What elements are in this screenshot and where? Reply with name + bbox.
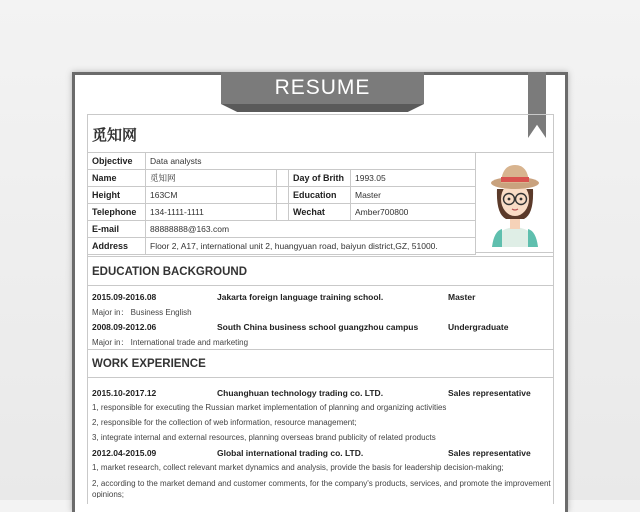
education-major: Major in： International trade and marketing: [92, 338, 249, 347]
info-row-height: [88, 187, 476, 204]
personal-info-table: [87, 152, 476, 255]
work-company: Global international trading co. LTD.: [217, 448, 364, 458]
education-period: 2008.09-2012.06: [92, 322, 157, 332]
info-row-email: [88, 221, 476, 238]
work-period: 2015.10-2017.12: [92, 388, 157, 398]
spacer-cell: [277, 187, 289, 204]
person-name-heading: 觅知网: [92, 127, 138, 144]
email-value: 88888888@163.com: [146, 221, 476, 238]
address-value: Floor 2, A17, international unit 2, huangyuan road, baiyun district,GZ, 51000.: [146, 238, 476, 255]
education-period: 2015.09-2016.08: [92, 292, 157, 302]
email-label: E-mail: [88, 221, 146, 238]
education-value: Master: [351, 187, 476, 204]
divider: [87, 285, 554, 286]
height-label: Height: [88, 187, 146, 204]
education-degree: Undergraduate: [448, 322, 509, 332]
info-row-address: [88, 238, 476, 255]
resume-banner: RESUME: [221, 72, 424, 104]
address-label: Address: [88, 238, 146, 255]
info-row-name: [88, 170, 476, 187]
work-duty: 1, market research, collect relevant market dynamics and analysis, provide the basis for leadership decision-making;: [92, 463, 504, 472]
avatar-illustration: [488, 159, 542, 247]
education-school: Jakarta foreign language training school.: [217, 292, 384, 302]
divider: [87, 349, 554, 350]
work-duty: 2, responsible for the collection of web information, resource management;: [92, 418, 357, 427]
education-school: South China business school guangzhou campus: [217, 322, 419, 332]
wechat-value: Amber700800: [351, 204, 476, 221]
banner-ribbon-tail: [221, 104, 424, 112]
birth-label: Day of Brith: [289, 170, 351, 187]
work-duty: 1, responsible for executing the Russian market implementation of planning and organizing activities: [92, 403, 447, 412]
birth-value: 1993.05: [351, 170, 476, 187]
spacer-cell: [277, 170, 289, 187]
objective-label: Objective: [88, 153, 146, 170]
education-section-title: EDUCATION BACKGROUND: [92, 266, 248, 278]
objective-value: Data analysts: [146, 153, 476, 170]
wechat-label: Wechat: [289, 204, 351, 221]
work-role: Sales representative: [448, 388, 531, 398]
work-duty: 2, according to the market demand and customer comments, for the company's products, services, and promote the improvement opinions;: [92, 479, 551, 498]
work-period: 2012.04-2015.09: [92, 448, 157, 458]
height-value: 163CM: [146, 187, 277, 204]
education-label: Education: [289, 187, 351, 204]
work-role: Sales representative: [448, 448, 531, 458]
work-duty: 3, integrate internal and external resources, planning overseas brand publicity of related products: [92, 433, 436, 442]
telephone-value: 134-1111-1111: [146, 204, 277, 221]
work-company: Chuanghuan technology trading co. LTD.: [217, 388, 384, 398]
telephone-label: Telephone: [88, 204, 146, 221]
info-row-telephone: [88, 204, 476, 221]
name-value: 觅知网: [146, 170, 277, 187]
education-major: Major in： Business English: [92, 308, 192, 317]
work-section-title: WORK EXPERIENCE: [92, 358, 206, 370]
education-degree: Master: [448, 292, 476, 302]
info-row-objective: [88, 153, 476, 170]
divider: [87, 377, 554, 378]
divider: [87, 256, 554, 257]
spacer-cell: [277, 204, 289, 221]
name-label: Name: [88, 170, 146, 187]
